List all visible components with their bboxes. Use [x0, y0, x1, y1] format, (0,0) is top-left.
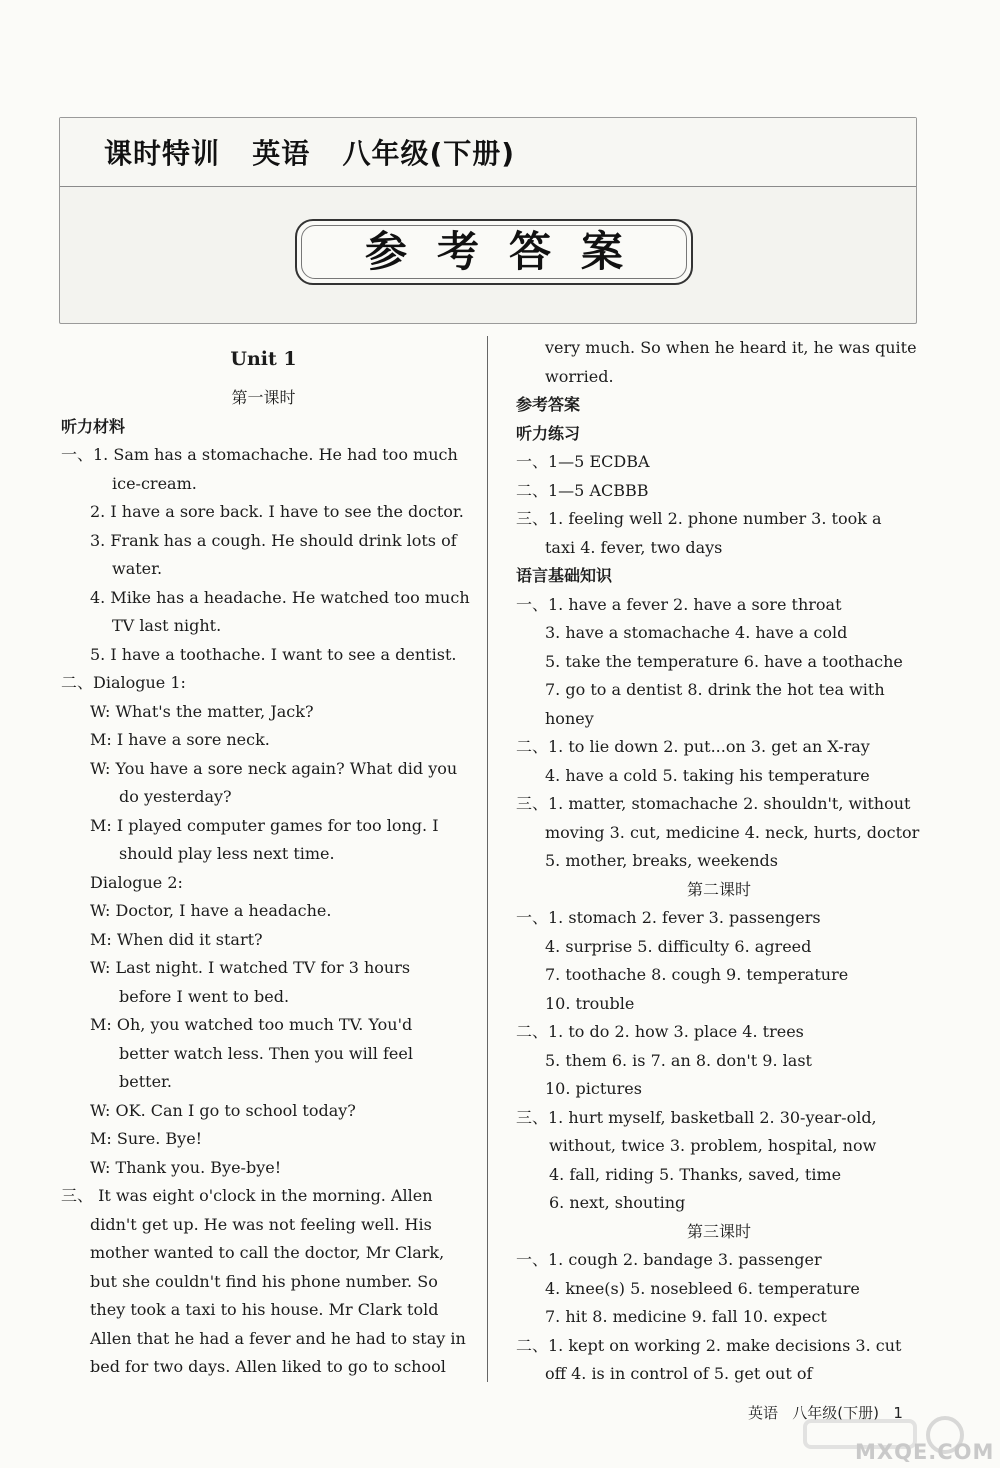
- text-line: 三、1. feeling well 2. phone number 3. took a: [516, 509, 882, 528]
- text-line: M: I played computer games for too long. I: [90, 815, 439, 835]
- text-line: do yesterday?: [119, 787, 232, 806]
- text-line: worried.: [545, 366, 614, 386]
- text-line: but she couldn't find his phone number. So: [90, 1271, 438, 1291]
- text-line: taxi 4. fever, two days: [545, 537, 723, 557]
- text-line: moving 3. cut, medicine 4. neck, hurts, doctor: [545, 822, 920, 842]
- right-column: [516, 334, 922, 1389]
- text-line: 7. hit 8. medicine 9. fall 10. expect: [545, 1307, 827, 1326]
- page-footer: 英语 八年级(下册) 1: [748, 1404, 903, 1422]
- text-line: 5. I have a toothache. I want to see a dentist.: [90, 644, 457, 664]
- text-line: 4. Mike has a headache. He watched too much: [90, 587, 470, 607]
- text-line: TV last night.: [112, 616, 222, 635]
- text-line: 3. Frank has a cough. He should drink lots of: [90, 530, 457, 550]
- text-line: 一、1. stomach 2. fever 3. passengers: [516, 908, 821, 927]
- text-line: 二、1. to do 2. how 3. place 4. trees: [516, 1022, 804, 1041]
- header-box: [59, 117, 917, 324]
- text-line: before I went to bed.: [119, 986, 290, 1006]
- text-line: 4. surprise 5. difficulty 6. agreed: [545, 936, 812, 956]
- text-line: 10. trouble: [545, 993, 635, 1013]
- text-line: didn't get up. He was not feeling well. His: [90, 1214, 432, 1234]
- section-heading: 听力材料: [61, 416, 126, 436]
- text-line: 6. next, shouting: [549, 1193, 686, 1212]
- text-line: bed for two days. Allen liked to go to school: [90, 1357, 446, 1376]
- text-line: 5. them 6. is 7. an 8. don't 9. last: [545, 1050, 812, 1070]
- text-line: 7. go to a dentist 8. drink the hot tea with: [545, 680, 885, 699]
- lesson-heading: 第三课时: [686, 1221, 751, 1241]
- text-line: 二、1—5 ACBBB: [516, 480, 649, 500]
- watermark-text: MXQE.COM: [855, 1440, 995, 1464]
- text-line: 三、1. hurt myself, basketball 2. 30-year-old,: [516, 1107, 877, 1127]
- text-line: 二、1. kept on working 2. make decisions 3. cut: [516, 1335, 902, 1355]
- section-heading: 参考答案: [516, 395, 581, 414]
- text-line: 5. mother, breaks, weekends: [545, 851, 778, 870]
- text-line: they took a taxi to his house. Mr Clark told: [90, 1300, 439, 1319]
- text-line: 4. fall, riding 5. Thanks, saved, time: [549, 1164, 842, 1184]
- text-line: should play less next time.: [119, 844, 335, 863]
- text-line: 7. toothache 8. cough 9. temperature: [545, 965, 849, 984]
- text-line: Allen that he had a fever and he had to stay in: [90, 1328, 466, 1348]
- text-line: without, twice 3. problem, hospital, now: [549, 1136, 877, 1155]
- text-line: better.: [119, 1072, 173, 1091]
- text-line: honey: [545, 708, 594, 728]
- text-line: 10. pictures: [545, 1079, 642, 1098]
- text-line: W: What's the matter, Jack?: [90, 701, 314, 721]
- section-heading: 语言基础知识: [516, 566, 613, 585]
- text-line: 5. take the temperature 6. have a toothache: [545, 651, 903, 671]
- text-line: Dialogue 2:: [90, 872, 183, 892]
- text-line: M: When did it start?: [90, 929, 263, 949]
- text-line: W: Thank you. Bye-bye!: [90, 1157, 282, 1177]
- text-line: W: You have a sore neck again? What did you: [90, 758, 458, 778]
- left-column: [61, 334, 470, 1382]
- text-line: 4. knee(s) 5. nosebleed 6. temperature: [545, 1278, 860, 1298]
- text-line: M: Oh, you watched too much TV. You'd: [90, 1015, 413, 1034]
- section-heading: 听力练习: [516, 423, 581, 443]
- text-line: ice-cream.: [112, 473, 197, 493]
- text-line: M: I have a sore neck.: [90, 730, 270, 749]
- text-line: water.: [112, 559, 163, 578]
- text-line: better watch less. Then you will feel: [119, 1043, 413, 1063]
- text-line: M: Sure. Bye!: [90, 1129, 203, 1148]
- text-line: very much. So when he heard it, he was quite: [545, 338, 917, 357]
- text-line: 一、1. Sam has a stomachache. He had too much: [61, 445, 458, 464]
- text-line: 一、1. have a fever 2. have a sore throat: [516, 594, 842, 614]
- text-line: W: Last night. I watched TV for 3 hours: [90, 958, 411, 977]
- book-title: 课时特训 英语 八年级(下册): [104, 137, 516, 170]
- text-line: 三、 It was eight o'clock in the morning. Allen: [61, 1186, 433, 1205]
- text-line: W: OK. Can I go to school today?: [90, 1100, 356, 1120]
- lesson-heading: 第二课时: [686, 879, 751, 899]
- text-line: 3. have a stomachache 4. have a cold: [545, 623, 848, 642]
- answer-key-banner: [295, 219, 693, 285]
- text-line: off 4. is in control of 5. get out of: [545, 1364, 813, 1383]
- unit-heading: Unit 1: [230, 348, 297, 370]
- column-divider: [487, 336, 488, 1382]
- banner-title: 参考答案: [301, 225, 687, 279]
- header-top-bar: [60, 118, 916, 187]
- text-line: 一、1—5 ECDBA: [516, 452, 650, 471]
- text-line: mother wanted to call the doctor, Mr Clark,: [90, 1243, 445, 1262]
- text-line: 2. I have a sore back. I have to see the doctor.: [90, 502, 464, 521]
- text-line: 4. have a cold 5. taking his temperature: [545, 765, 870, 785]
- text-line: 二、1. to lie down 2. put...on 3. get an X-ray: [516, 737, 870, 756]
- text-line: W: Doctor, I have a headache.: [90, 901, 332, 920]
- lesson-heading: 第一课时: [231, 388, 296, 407]
- text-line: 二、Dialogue 1:: [61, 673, 186, 692]
- text-line: 一、1. cough 2. bandage 3. passenger: [516, 1250, 822, 1269]
- text-line: 三、1. matter, stomachache 2. shouldn't, without: [516, 794, 911, 813]
